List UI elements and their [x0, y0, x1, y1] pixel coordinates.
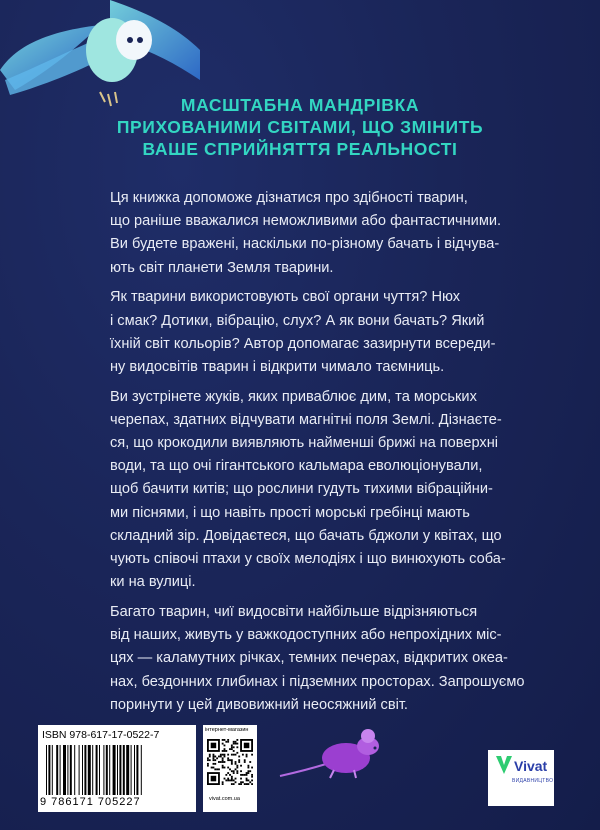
barcode-digits: 9 786171 705227 [40, 796, 141, 808]
description [88, 187, 525, 723]
text-line: ми піснями, і що навіть прості морські гребінці мають [110, 504, 470, 521]
text-line: щоб бачити китів; що рослини гудуть тихими вібраційни- [110, 481, 493, 498]
barcode-icon [44, 745, 190, 795]
paragraph [88, 286, 513, 379]
publisher-sub: ВИДАВНИЦТВО [512, 778, 554, 784]
tagline-line: ВАШЕ СПРИЙНЯТТЯ РЕАЛЬНОСТІ [142, 139, 458, 159]
text-line: чують співочі птахи у своїх мелодіях і що винюхують соба- [110, 551, 506, 568]
text-line: черепах, здатних відчувати магнітні поля Землі. Дізнаєте- [110, 411, 502, 428]
text-line: цях — каламутних річках, темних печерах, відкритих океа- [110, 650, 508, 667]
qr-caption-bottom: vivat.com.ua [209, 796, 240, 802]
text-line: ки на вулиці. [110, 574, 196, 591]
qr-caption-top: інтернет-магазин [205, 727, 249, 733]
text-line: від наших, живуть у важкодоступних або непрохідних міс- [110, 627, 502, 644]
tagline-line: МАСШТАБНА МАНДРІВКА [180, 95, 420, 115]
text-line: складний зір. Довідаєтеся, що бачать бджоли у квітах, що [110, 527, 502, 544]
text-line: і смак? Дотики, вібрацію, слух? А як вони бачать? Який [110, 312, 485, 329]
text-line: Ви зустрінете жуків, яких приваблює дим, та морських [110, 388, 477, 405]
paragraph [88, 386, 513, 595]
vivat-logo-icon [496, 756, 512, 774]
text-line: Ви будете вражені, наскільки по-різному бачать і відчува- [110, 236, 500, 253]
text-line: ну видосвітів тварин і відкрити чимало таємниць. [110, 358, 445, 375]
text-line: що раніше вважалися неможливими або фантастичними. [110, 213, 502, 230]
text-line: ють світ планети Земля тварини. [110, 259, 334, 276]
mouse-illustration [278, 706, 398, 786]
text-line: поринути у цей дивовижний неосяжний світ. [110, 696, 408, 713]
tagline [60, 94, 540, 160]
qr-code-icon [207, 739, 253, 785]
text-line: їхній світ кольорів? Автор допомагає зазирнути всереди- [110, 335, 496, 352]
isbn-barcode [38, 725, 196, 812]
text-line: ся, що крокодили виявляють найменші брижі на поверхні [110, 435, 499, 452]
isbn-label: ISBN 978-617-17-0522-7 [42, 729, 160, 741]
paragraph [88, 187, 513, 280]
text-line: Багато тварин, чиї видосвіти найбільше відрізняються [110, 603, 478, 620]
qr-block [203, 725, 257, 812]
tagline-line: ПРИХОВАНИМИ СВІТАМИ, ЩО ЗМІНИТЬ [116, 117, 484, 137]
paragraph [88, 601, 525, 717]
text-line: води, та що очі гігантського кальмара еволюціонували, [110, 458, 483, 475]
publisher-name: Vivat [514, 758, 548, 774]
text-line: нах, бездонних глибинах і підземних просторах. Запрошуємо [110, 673, 525, 690]
text-line: Як тварини використовують свої органи чуття? Нюх [110, 289, 461, 306]
text-line: Ця книжка допоможе дізнатися про здібності тварин, [110, 190, 468, 206]
publisher-logo [488, 750, 554, 806]
